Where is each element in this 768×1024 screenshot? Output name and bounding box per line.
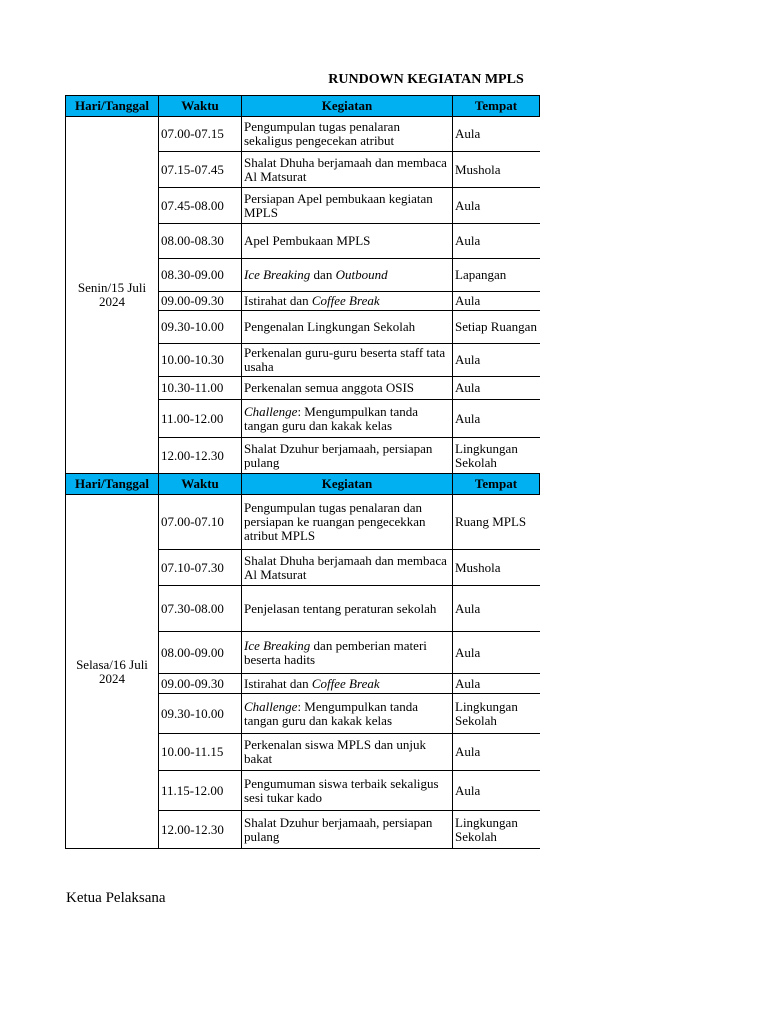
place-cell: Aula [453, 188, 540, 224]
activity-text: Shalat Dzuhur berjamaah, persiapan pulang [244, 814, 433, 844]
time-cell: 10.00-11.15 [159, 734, 242, 771]
place-cell: Mushola [453, 152, 540, 188]
header-hari: Hari/Tanggal [66, 474, 159, 495]
activity-cell [242, 400, 453, 438]
activity-cell [242, 311, 453, 344]
table-row [66, 117, 540, 152]
time-cell: 09.30-10.00 [159, 311, 242, 344]
activity-text: Challenge [244, 698, 298, 714]
activity-cell [242, 550, 453, 586]
header-kegiatan: Kegiatan [242, 96, 453, 117]
rundown-table [65, 95, 540, 849]
time-cell: 07.00-07.15 [159, 117, 242, 152]
place-cell: Lingkungan Sekolah [453, 694, 540, 734]
activity-text: : Mengumpulkan tanda tangan guru dan kakak kelas [244, 403, 419, 433]
header-hari: Hari/Tanggal [66, 96, 159, 117]
activity-text: Istirahat dan [244, 675, 312, 691]
signature-label: Ketua Pelaksana [66, 890, 166, 906]
header-kegiatan: Kegiatan [242, 474, 453, 495]
activity-text: Apel Pembukaan MPLS [244, 233, 371, 248]
activity-cell [242, 344, 453, 377]
time-cell: 10.30-11.00 [159, 377, 242, 400]
activity-cell [242, 259, 453, 292]
time-cell: 08.30-09.00 [159, 259, 242, 292]
activity-cell [242, 734, 453, 771]
activity-cell [242, 152, 453, 188]
time-cell: 07.45-08.00 [159, 188, 242, 224]
time-cell: 07.30-08.00 [159, 586, 242, 632]
place-cell: Aula [453, 344, 540, 377]
place-cell: Aula [453, 586, 540, 632]
activity-text: Coffee Break [311, 675, 380, 691]
activity-text: dan pemberian materi beserta hadits [244, 637, 427, 667]
place-cell: Aula [453, 734, 540, 771]
time-cell: 11.00-12.00 [159, 400, 242, 438]
place-cell: Aula [453, 224, 540, 259]
time-cell: 12.00-12.30 [159, 811, 242, 849]
place-cell: Ruang MPLS [453, 495, 540, 550]
activity-text: Ice Breaking [244, 267, 311, 282]
activity-cell [242, 586, 453, 632]
time-cell: 11.15-12.00 [159, 771, 242, 811]
activity-text: Shalat Dzuhur berjamaah, persiapan pulang [244, 440, 433, 470]
activity-text: Penjelasan tentang peraturan sekolah [244, 600, 437, 616]
activity-text: Persiapan Apel pembukaan kegiatan MPLS [244, 190, 433, 220]
activity-text: Pengumpulan tugas penalaran sekaligus pengecekan atribut [244, 119, 400, 148]
activity-text: Coffee Break [311, 293, 380, 308]
place-cell: Aula [453, 400, 540, 438]
activity-cell [242, 632, 453, 674]
activity-text: Pengumpulan tugas penalaran dan persiapan ke ruangan pengecekkan atribut MPLS [244, 500, 426, 543]
activity-text: Pengumuman siswa terbaik sekaligus sesi tukar kado [244, 775, 439, 805]
time-cell: 07.10-07.30 [159, 550, 242, 586]
time-cell: 09.00-09.30 [159, 674, 242, 694]
time-cell: 08.00-09.00 [159, 632, 242, 674]
activity-text: Shalat Dhuha berjamaah dan membaca Al Matsurat [244, 552, 447, 582]
table-row [66, 495, 540, 550]
table-header-row [66, 96, 540, 117]
time-cell: 08.00-08.30 [159, 224, 242, 259]
activity-cell [242, 674, 453, 694]
place-cell: Mushola [453, 550, 540, 586]
place-cell: Aula [453, 771, 540, 811]
header-tempat: Tempat [453, 96, 540, 117]
day-cell: Selasa/16 Juli 2024 [66, 495, 159, 849]
place-cell: Aula [453, 632, 540, 674]
time-cell: 12.00-12.30 [159, 438, 242, 474]
activity-cell [242, 224, 453, 259]
time-cell: 09.00-09.30 [159, 292, 242, 311]
place-cell: Aula [453, 292, 540, 311]
time-cell: 10.00-10.30 [159, 344, 242, 377]
rundown-table-body [66, 96, 540, 849]
activity-cell [242, 694, 453, 734]
activity-cell [242, 292, 453, 311]
activity-text: Perkenalan guru-guru beserta staff tata usaha [244, 345, 446, 374]
table-header-row [66, 474, 540, 495]
place-cell: Lapangan [453, 259, 540, 292]
place-cell: Aula [453, 674, 540, 694]
activity-cell [242, 117, 453, 152]
activity-cell [242, 438, 453, 474]
day-cell: Senin/15 Juli 2024 [66, 117, 159, 474]
activity-text: Pengenalan Lingkungan Sekolah [244, 319, 416, 334]
place-cell: Setiap Ruangan [453, 311, 540, 344]
activity-text: Perkenalan siswa MPLS dan unjuk bakat [244, 737, 426, 766]
time-cell: 09.30-10.00 [159, 694, 242, 734]
header-waktu: Waktu [159, 474, 242, 495]
activity-cell [242, 495, 453, 550]
activity-cell [242, 377, 453, 400]
place-cell: Aula [453, 377, 540, 400]
activity-text: Ice Breaking [244, 637, 311, 653]
place-cell: Lingkungan Sekolah [453, 438, 540, 474]
activity-text: : Mengumpulkan tanda tangan guru dan kakak kelas [244, 698, 419, 728]
activity-text: dan [310, 267, 336, 282]
header-waktu: Waktu [159, 96, 242, 117]
activity-text: Shalat Dhuha berjamaah dan membaca Al Matsurat [244, 154, 447, 184]
activity-text: Istirahat dan [244, 293, 312, 308]
activity-text: Challenge [244, 403, 298, 419]
time-cell: 07.00-07.10 [159, 495, 242, 550]
activity-cell [242, 188, 453, 224]
place-cell: Aula [453, 117, 540, 152]
document-title: RUNDOWN KEGIATAN MPLS [328, 72, 524, 87]
activity-text: Perkenalan semua anggota OSIS [244, 380, 415, 395]
time-cell: 07.15-07.45 [159, 152, 242, 188]
activity-cell [242, 811, 453, 849]
place-cell: Lingkungan Sekolah [453, 811, 540, 849]
activity-text: Outbound [335, 267, 388, 282]
activity-cell [242, 771, 453, 811]
header-tempat: Tempat [453, 474, 540, 495]
